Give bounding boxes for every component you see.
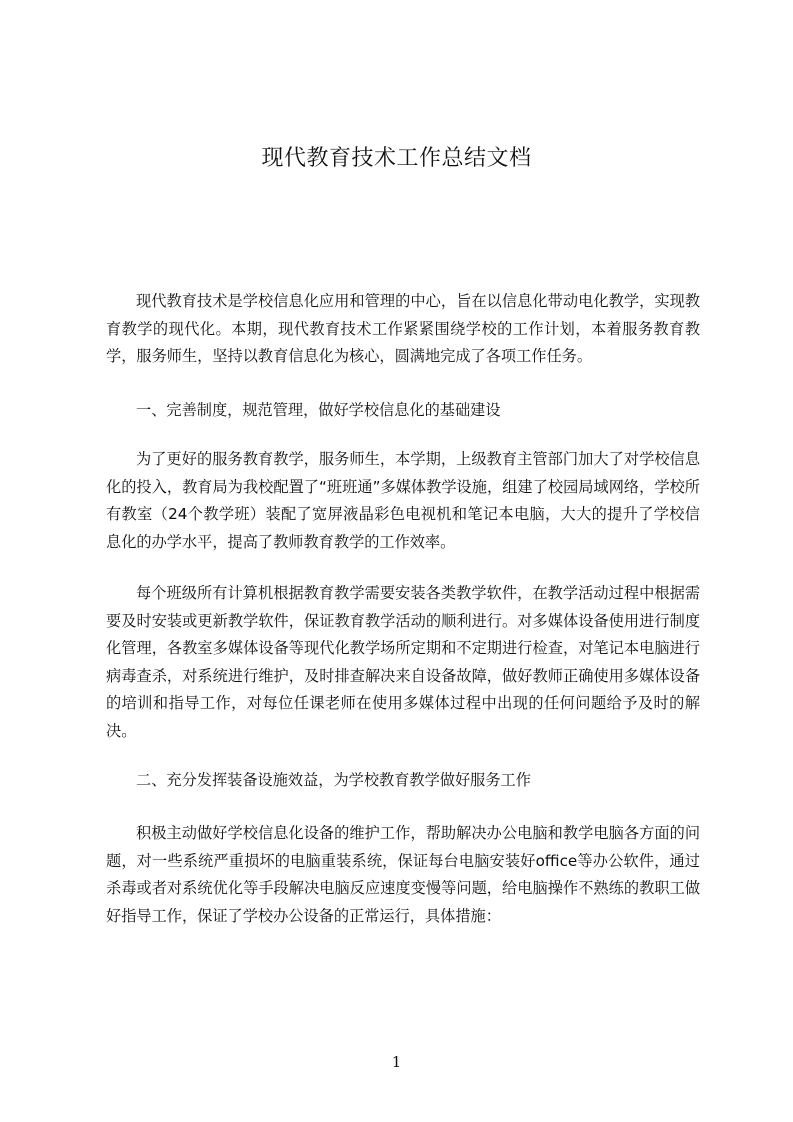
intro-paragraph: 现代教育技术是学校信息化应用和管理的中心，旨在以信息化带动电化教学，实现教育教学的现代化。本期，现代教育技术工作紧紧围绕学校的工作计划，本着服务教育教学，服务师生，坚持以教育信息化为核心，圆满地完成了各项工作任务。 [106,292,700,365]
page-title: 现代教育技术工作总结文档 [261,146,532,171]
paragraph-investment: 为了更好的服务教育教学，服务师生，本学期，上级教育主管部门加大了对学校信息化的投入，教育局为我校配置了“班班通”多媒体教学设施，组建了校园局域网络，学校所有教室（24个教学班）装配了宽屏液晶彩色电视机和笔记本电脑，大大的提升了学校信息化的办学水平，提高了教师教育教学的工作效率。 [106,450,700,551]
paragraph-maintenance: 积极主动做好学校信息化设备的维护工作，帮助解决办公电脑和教学电脑各方面的问题，对一些系统严重损坏的电脑重装系统，保证每台电脑安装好office等办公软件，通过杀毒或者对系统优化等手段解决电脑反应速度变慢等问题，给电脑操作不熟练的教职工做好指导工作，保证了学校办公设备的正常运行，具体措施： [106,824,700,925]
section-heading-1: 一、完善制度，规范管理，做好学校信息化的基础建设 [136,401,501,419]
page-number: 1 [391,1053,402,1071]
section-heading-2: 二、充分发挥装备设施效益，为学校教育教学做好服务工作 [136,771,531,789]
paragraph-management: 每个班级所有计算机根据教育教学需要安装各类教学软件，在教学活动过程中根据需要及时安装或更新教学软件，保证教育教学活动的顺利进行。对多媒体设备使用进行制度化管理，各教室多媒体设备等现代化教学场所定期和不定期进行检查，对笔记本电脑进行病毒查杀，对系统进行维护，及时排查解决来自设备故障，做好教师正确使用多媒体设备的培训和指导工作，对每位任课老师在使用多媒体过程中出现的任何问题给予及时的解决。 [106,584,700,740]
